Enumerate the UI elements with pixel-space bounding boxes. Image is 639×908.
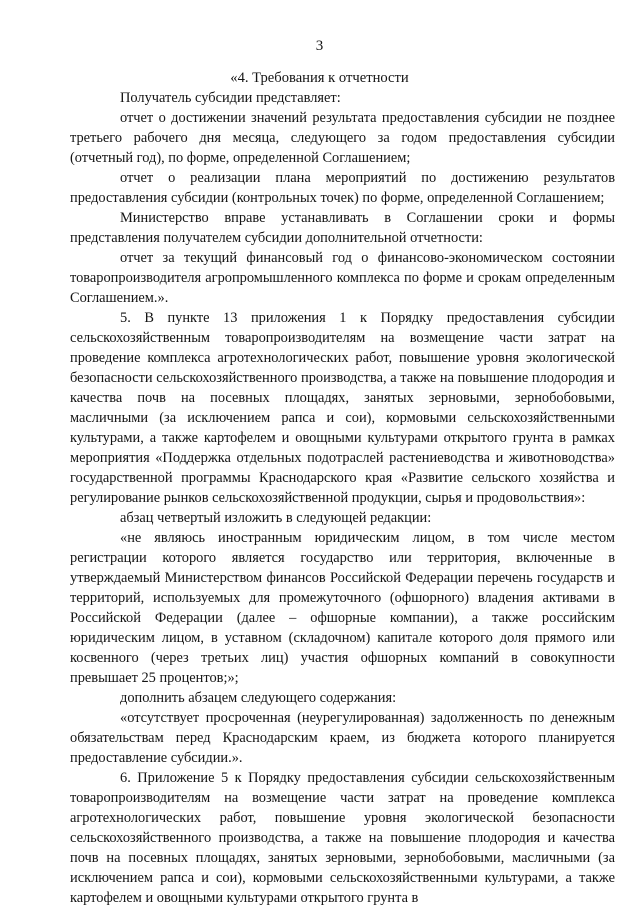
paragraph: отчет о реализации плана мероприятий по достижению результатов предоставления субсидии (контрольных точек) по форме, определенной Соглашением; <box>70 170 615 206</box>
page-number: 3 <box>315 38 324 54</box>
paragraph: отчет за текущий финансовый год о финансово-экономическом состоянии товаропроизводителя агропромышленного комплекса по форме и срокам определенным Соглашением.». <box>70 250 615 306</box>
paragraph: «отсутствует просроченная (неурегулированная) задолженность по денежным обязательствам перед Краснодарским краем, из бюджета которого планируется предоставление субсидии.». <box>70 710 615 766</box>
paragraph: 5. В пункте 13 приложения 1 к Порядку предоставления субсидии сельскохозяйственным товаропроизводителям на возмещение части затрат на проведение комплекса агротехнологических работ, повышение уровня экологической безопасности сельскохозяйственного производства, а также на повышение плодородия и качества почв на посевных площадях, занятых зерновыми, зернобобовыми, масличными (за исключением рапса и сои), кормовыми сельскохозяйственными культурами, а также картофелем и овощными культурами открытого грунта в рамках мероприятия «Поддержка отдельных подотраслей растениеводства и животноводства» государственной программы Краснодарского края «Развитие сельского хозяйства и регулирование рынков сельскохозяйственной продукции, сырья и продовольствия»: <box>70 310 615 506</box>
paragraph: 6. Приложение 5 к Порядку предоставления субсидии сельскохозяйственным товаропроизводителям на возмещение части затрат на проведение комплекса агротехнологических работ, повышение уровня экологической безопасности сельскохозяйственного производства, а также на повышение плодородия и качества почв на посевных площадях, занятых зерновыми, зернобобовыми, масличными (за исключением рапса и сои), кормовыми сельскохозяйственными культурами, а также картофелем и овощными культурами открытого грунта в <box>70 770 615 906</box>
paragraph: абзац четвертый изложить в следующей редакции: <box>120 510 432 526</box>
paragraph: отчет о достижении значений результата предоставления субсидии не позднее третьего рабочего дня месяца, следующего за годом предоставления субсидии (отчетный год), по форме, определенной Соглашением; <box>70 110 615 166</box>
paragraph: «не являюсь иностранным юридическим лицом, в том числе местом регистрации которого является государство или территория, включенные в утверждаемый Министерством финансов Российской Федерации перечень государств и территорий, используемых для промежуточного (офшорного) владения активами в Российской Федерации (далее – офшорные компании), а также российским юридическим лицом, в уставном (складочном) капитале которого доля прямого или косвенного (через третьих лиц) участия офшорных компаний в совокупности превышает 25 процентов;»; <box>70 530 615 686</box>
paragraph: дополнить абзацем следующего содержания: <box>120 690 397 706</box>
body-text <box>70 88 615 908</box>
paragraph: Министерство вправе устанавливать в Соглашении сроки и формы представления получателем субсидии дополнительной отчетности: <box>70 210 615 246</box>
paragraph: Получатель субсидии представляет: <box>120 90 341 106</box>
section-heading: «4. Требования к отчетности <box>230 70 409 86</box>
